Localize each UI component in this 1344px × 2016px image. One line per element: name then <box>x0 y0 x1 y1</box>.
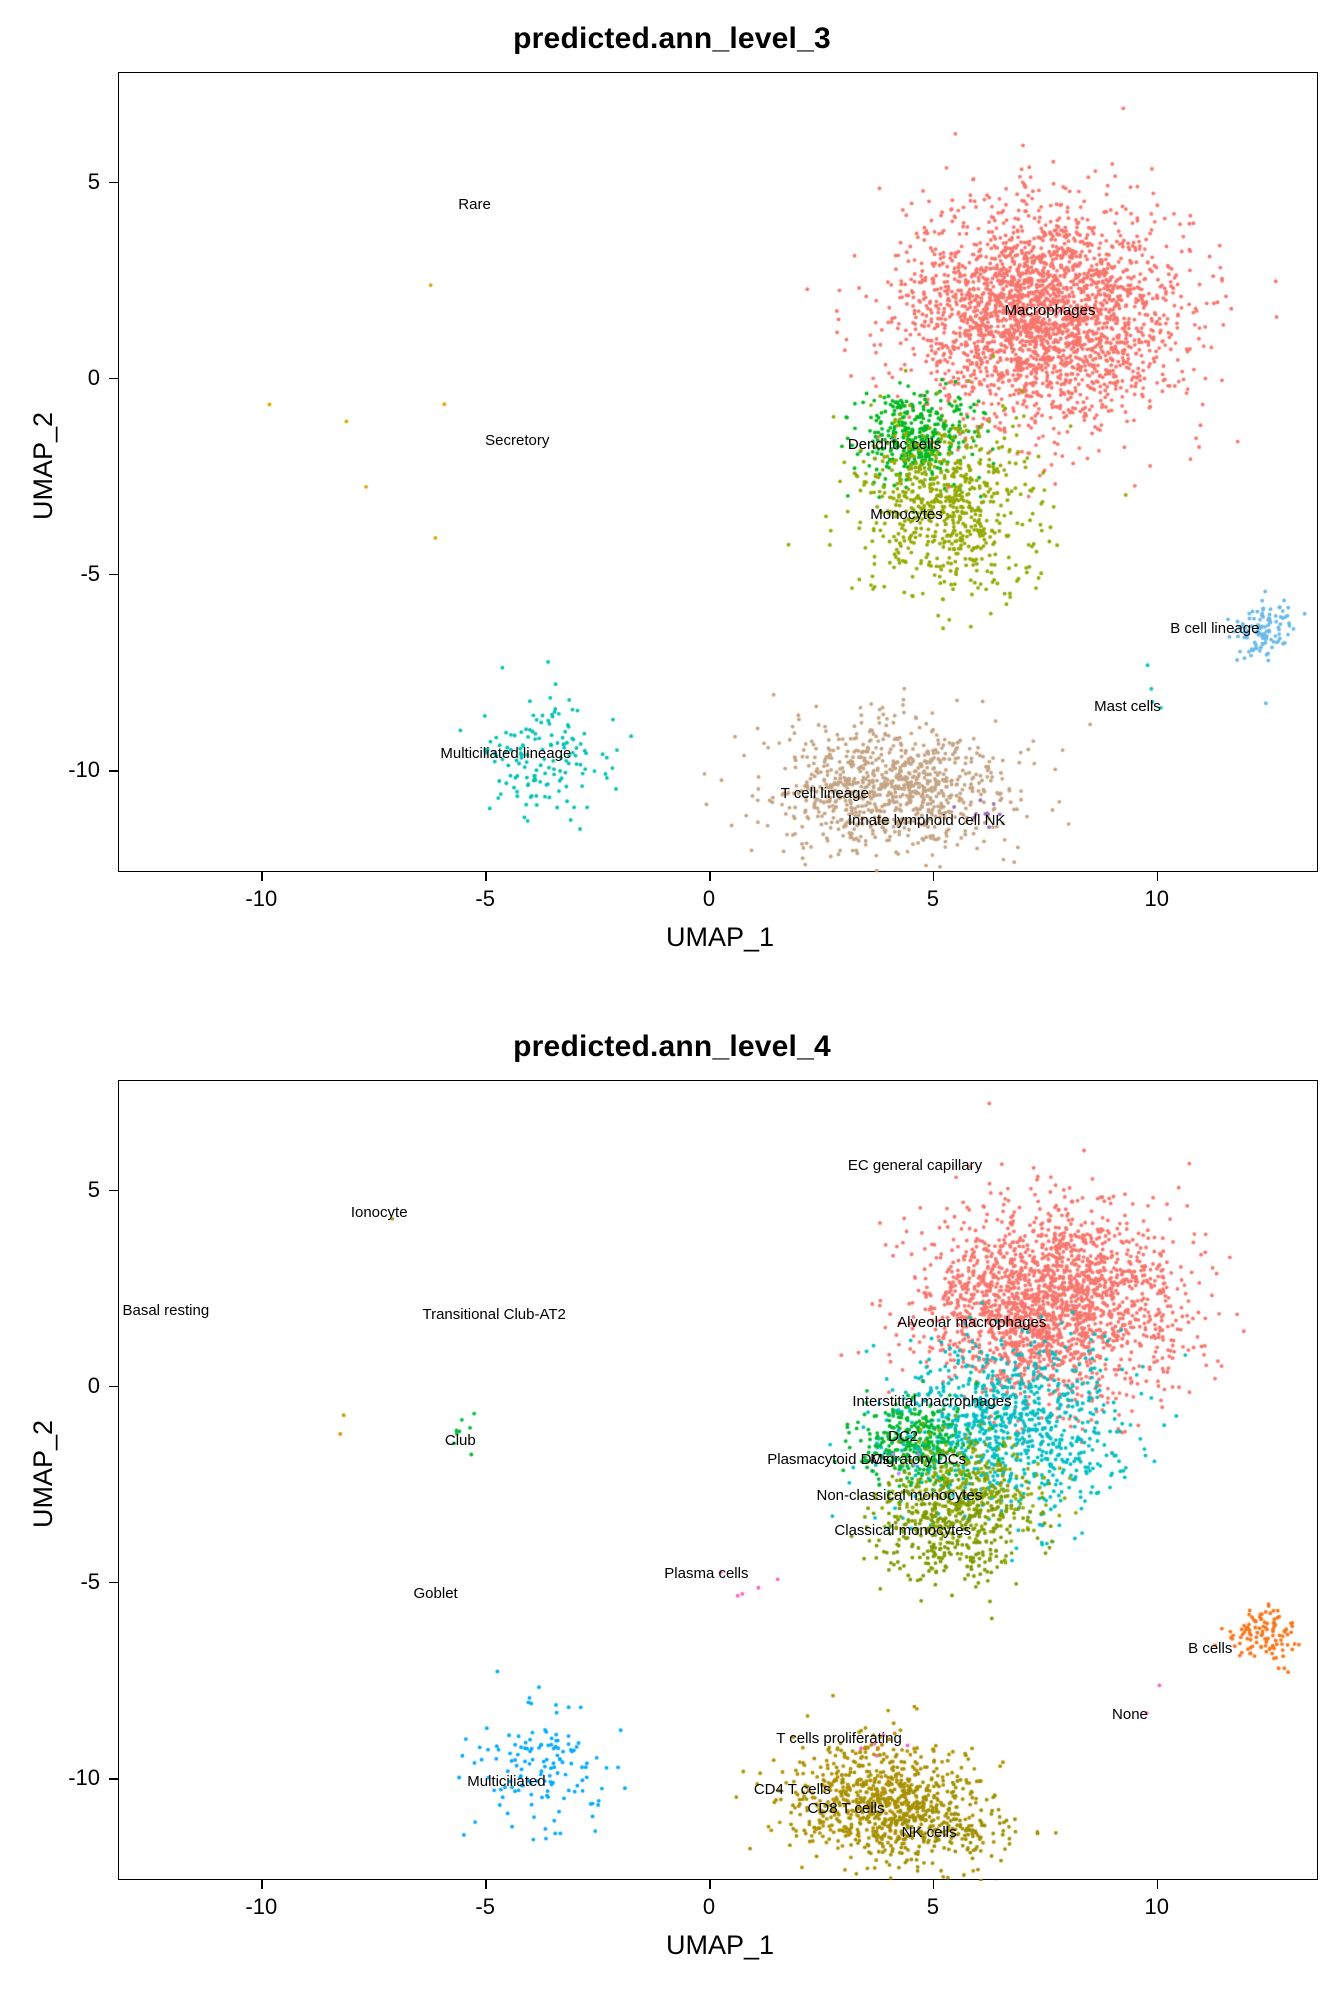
x-tick-label: -10 <box>245 886 278 911</box>
cluster-label: None <box>1112 1706 1148 1724</box>
plot-area-2 <box>118 1080 1318 1880</box>
y-tickmark <box>109 770 118 772</box>
x-tick-label: 5 <box>926 886 940 911</box>
x-tick-label: 10 <box>1144 1894 1170 1919</box>
y-tickmark <box>109 574 118 576</box>
x-tickmark <box>1157 1880 1159 1889</box>
cluster-label: Ionocyte <box>350 1204 408 1222</box>
cluster-label: Plasmacytoid DCs <box>767 1451 890 1469</box>
cluster-label: Club <box>444 1431 476 1449</box>
cluster-label: T cells proliferating <box>776 1729 902 1747</box>
cluster-label: Multiciliated <box>467 1772 546 1790</box>
y-tick-label: -10 <box>68 1765 100 1791</box>
x-tick-label: 0 <box>702 1894 716 1919</box>
cluster-label: Rare <box>458 196 491 214</box>
x-tickmark <box>1157 872 1159 881</box>
x-tick-label: -5 <box>475 886 495 911</box>
y-tickmark <box>109 1386 118 1388</box>
x-tickmark <box>261 872 263 881</box>
cluster-label: B cells <box>1188 1639 1233 1657</box>
x-tickmark <box>709 1880 711 1889</box>
cluster-label: DC2 <box>888 1427 919 1445</box>
cluster-label: Dendritic cells <box>847 435 942 453</box>
cluster-label: CD4 T cells <box>753 1780 831 1798</box>
x-tick-label: -5 <box>475 1894 495 1919</box>
cluster-label: Transitional Club-AT2 <box>422 1306 566 1324</box>
cluster-label: Migratory DCs <box>870 1451 967 1469</box>
x-tickmark <box>261 1880 263 1889</box>
y-tick-label: 5 <box>87 168 100 194</box>
y-axis-label-2: UMAP_2 <box>28 1419 58 1528</box>
cluster-label: Basal resting <box>122 1302 210 1320</box>
y-tick-label: -5 <box>80 560 100 586</box>
y-tickmark <box>109 1778 118 1780</box>
y-tickmark <box>109 1190 118 1192</box>
plot-area-1 <box>118 72 1318 872</box>
y-tick-label: 0 <box>87 1372 100 1398</box>
x-axis-label-2: UMAP_1 <box>665 1930 775 1960</box>
cluster-label: Goblet <box>413 1584 458 1602</box>
cluster-label: Plasma cells <box>664 1565 749 1583</box>
y-tickmark <box>109 378 118 380</box>
cluster-label: Non-classical monocytes <box>816 1486 983 1504</box>
x-tick-label: 5 <box>926 1894 940 1919</box>
cluster-label: CD8 T cells <box>807 1800 885 1818</box>
cluster-label: Multiciliated lineage <box>440 745 572 763</box>
cluster-label: Interstitial macrophages <box>852 1392 1012 1410</box>
cluster-label: Alveolar macrophages <box>897 1314 1047 1332</box>
y-tickmark <box>109 182 118 184</box>
x-tick-label: -10 <box>245 1894 278 1919</box>
x-tick-label: 10 <box>1144 886 1170 911</box>
y-tick-label: 0 <box>87 364 100 390</box>
x-tickmark <box>933 872 935 881</box>
y-axis-label-1: UMAP_2 <box>28 411 58 520</box>
cluster-label: EC general capillary <box>847 1157 983 1175</box>
y-tick-label: 5 <box>87 1176 100 1202</box>
x-tickmark <box>485 872 487 881</box>
cluster-label: T cell lineage <box>780 784 869 802</box>
cluster-label: NK cells <box>901 1823 957 1841</box>
scatter-canvas-1 <box>119 73 1319 873</box>
scatter-canvas-2 <box>119 1081 1319 1881</box>
cluster-label: Mast cells <box>1094 698 1161 716</box>
y-tick-label: -5 <box>80 1568 100 1594</box>
cluster-label: Monocytes <box>870 506 943 524</box>
panel-level-4 <box>0 1008 1344 2016</box>
x-tickmark <box>933 1880 935 1889</box>
x-tick-label: 0 <box>702 886 716 911</box>
cluster-label: Secretory <box>485 431 550 449</box>
chart-title-2: predicted.ann_level_4 <box>513 1030 831 1063</box>
cluster-label: Macrophages <box>1004 302 1096 320</box>
cluster-label: B cell lineage <box>1170 619 1260 637</box>
x-tickmark <box>709 872 711 881</box>
chart-title-1: predicted.ann_level_3 <box>513 22 831 55</box>
y-tick-label: -10 <box>68 757 100 783</box>
cluster-label: Classical monocytes <box>834 1521 972 1539</box>
x-tickmark <box>485 1880 487 1889</box>
x-axis-label-1: UMAP_1 <box>665 922 775 952</box>
cluster-label: Innate lymphoid cell NK <box>847 812 1006 830</box>
y-tickmark <box>109 1582 118 1584</box>
